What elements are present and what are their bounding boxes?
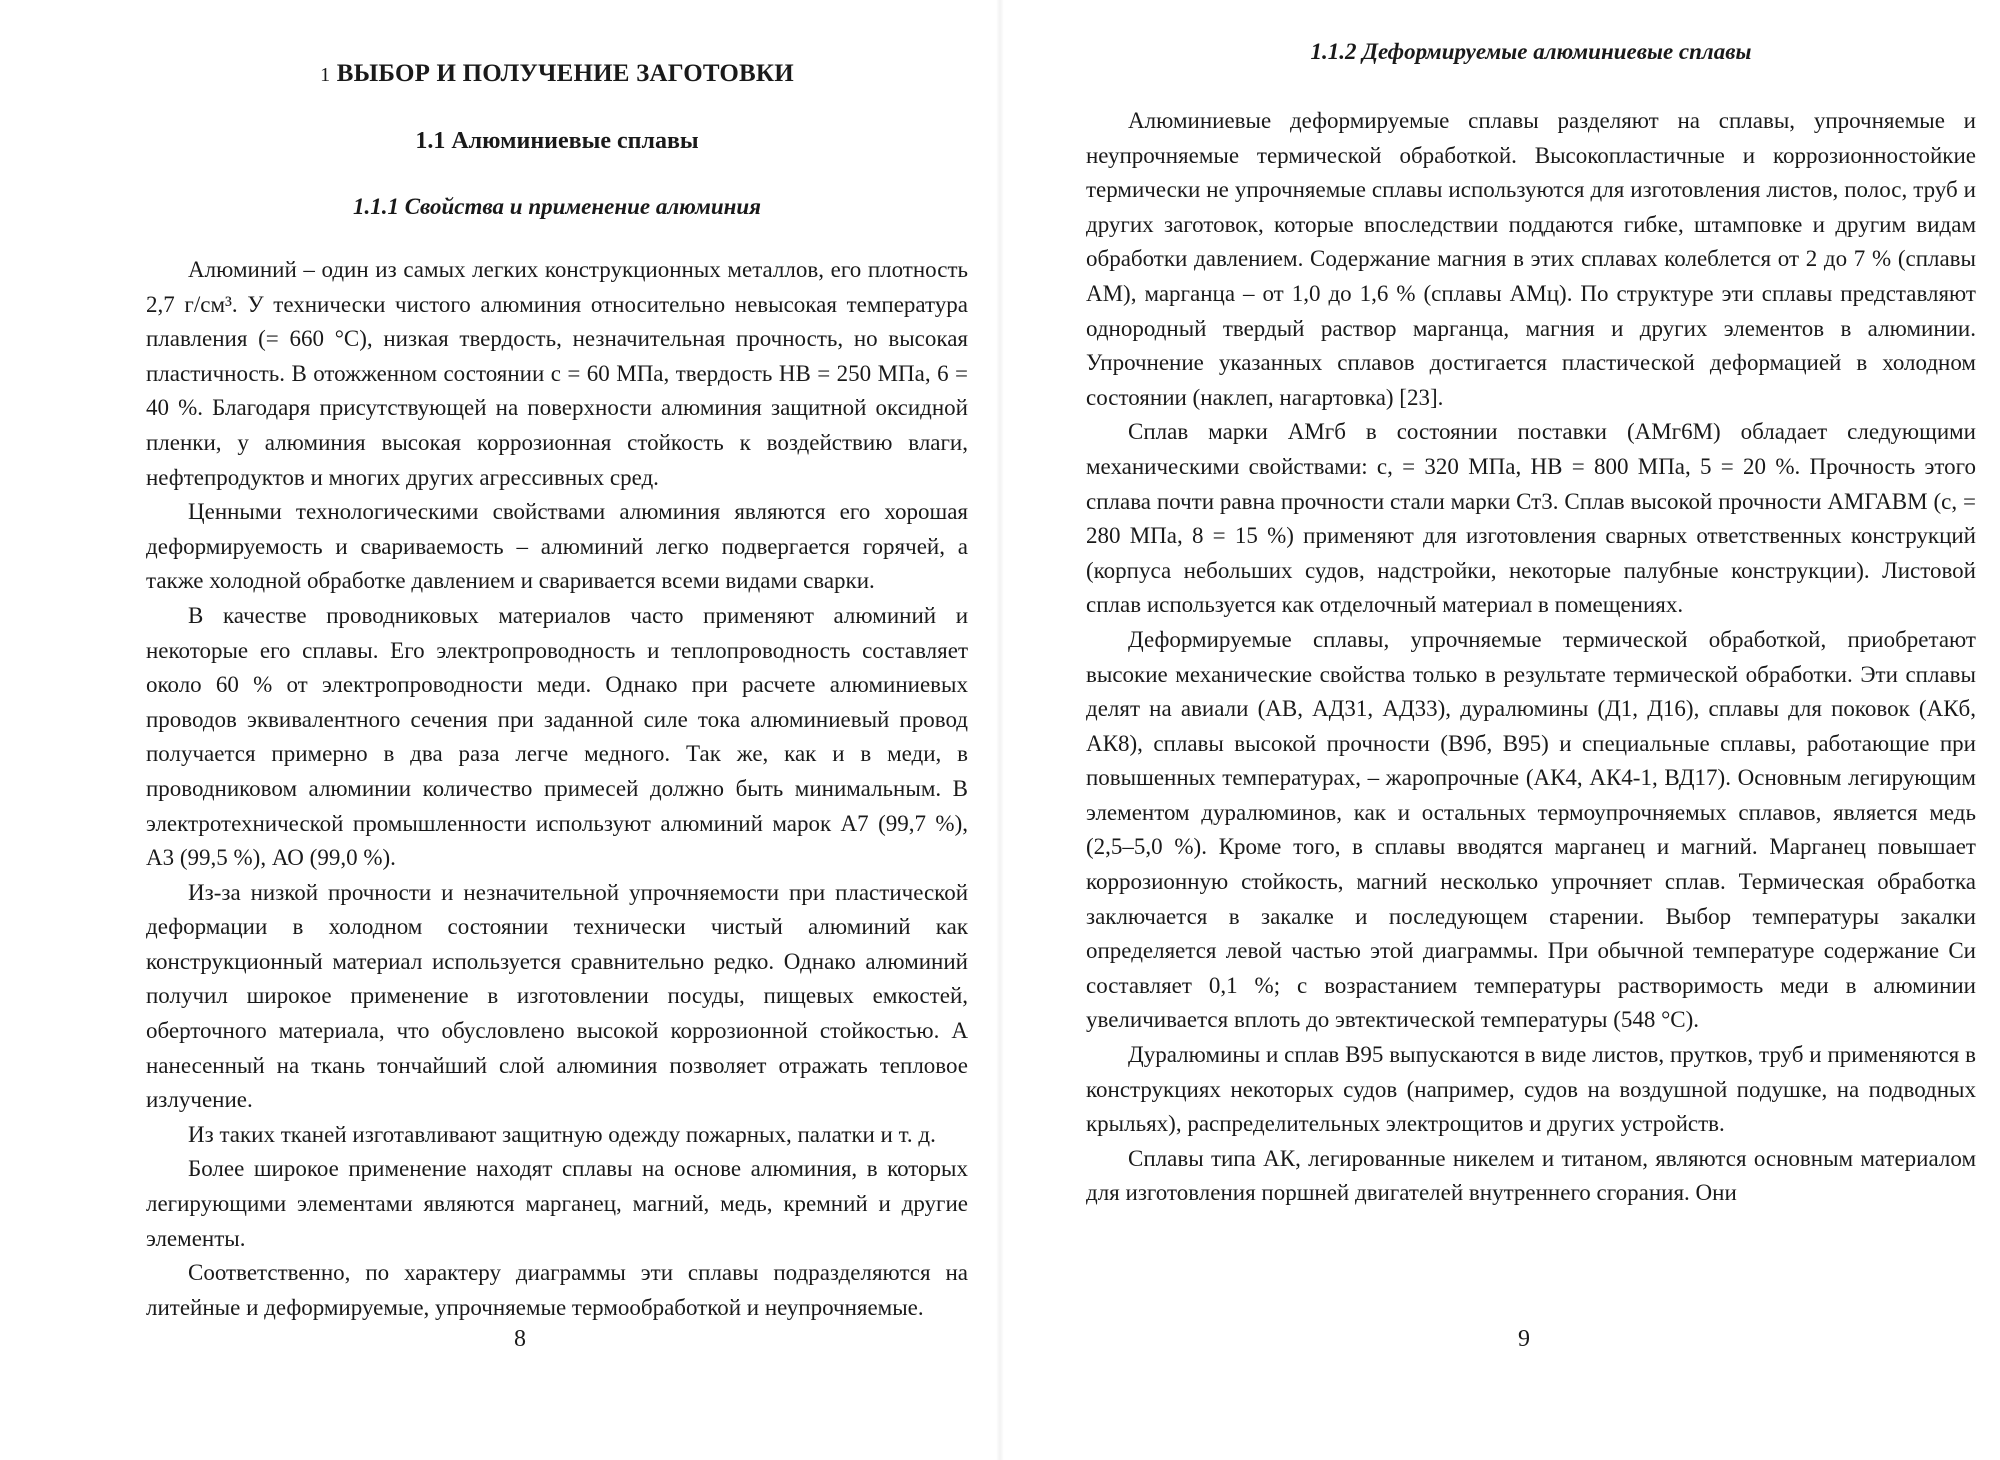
right-page (1000, 0, 2000, 1460)
left-page-body (146, 253, 968, 1325)
page-number-left: 8 (514, 1326, 526, 1352)
left-page-content (146, 0, 968, 1325)
paragraph: Сплав марки АМгб в состоянии поставки (АМг6М) обладает следующими механическими свойствами: с, = 320 МПа, НВ = 800 МПа, 5 = 20 %. Прочность этого сплава почти равна прочности стали марки Ст3. Сплав высокой прочности АМГАВМ (с, = 280 МПа, 8 = 15 %) применяют для изготовления сварных ответственных конструкций (корпуса небольших судов, надстройки, некоторые палубные конструкции). Листовой сплав используется как отделочный материал в помещениях. (1086, 419, 1976, 618)
subsection-title-left: 1.1.1 Свойства и применение алюминия (352, 194, 762, 219)
paragraph: Более широкое применение находят сплавы на основе алюминия, в которых легирующими элементами являются марганец, магний, медь, кремний и другие элементы. (146, 1156, 968, 1251)
right-page-body (1086, 104, 1976, 1211)
right-page-content (1086, 0, 1976, 1211)
chapter-title-text: ВЫБОР И ПОЛУЧЕНИЕ ЗАГОТОВКИ (336, 60, 794, 87)
chapter-title (146, 58, 968, 91)
paragraph: В качестве проводниковых материалов часто применяют алюминий и некоторые его сплавы. Его электропроводность и теплопроводность составляет около 60 % от электропроводности меди. Однако при расчете алюминиевых проводов эквивалентного сечения при заданной силе тока алюминиевый провод получается примерно в два раза легче медного. Так же, как и в меди, в проводниковом алюминии количество примесей должно быть минимальным. В электротехнической промышленности используют алюминий марок А7 (99,7 %), А3 (99,5 %), АО (99,0 %). (146, 602, 968, 871)
subsection-title-right: 1.1.2 Деформируемые алюминиевые сплавы (1310, 39, 1752, 64)
paragraph: Деформируемые сплавы, упрочняемые термической обработкой, приобретают высокие механические свойства только в результате термической обработки. Эти сплавы делят на авиали (АВ, АД31, АД33), дуралюмины (Д1, Д16), сплавы для поковок (АКб, АК8), сплавы высокой прочности (В9б, В95) и специальные сплавы, работающие при повышенных температурах, – жаропрочные (АК4, АК4-1, ВД17). Основным легирующим элементом дуралюминов, как и остальных термоупрочняемых сплавов, является медь (2,5–5,0 %). Кроме того, в сплавы вводятся марганец и магний. Марганец повышает коррозионную стойкость, магний несколько упрочняет сплав. Термическая обработка заключается в закалке и последующем старении. Выбор температуры закалки определяется левой частью этой диаграммы. При обычной температуре содержание Си составляет 0,1 %; с возрастанием температуры растворимость меди в алюминии увеличивается вплоть до эвтектической температуры (548 °С). (1086, 626, 1976, 1033)
paragraph: Алюминий – один из самых легких конструкционных металлов, его плотность 2,7 г/см³. У технически чистого алюминия относительно невысокая температура плавления (= 660 °С), низкая твердость, незначительная прочность, но высокая пластичность. В отожженном состоянии с = 60 МПа, твердость НВ = 250 МПа, 6 = 40 %. Благодаря присутствующей на поверхности алюминия защитной оксидной пленки, у алюминия высокая коррозионная стойкость к воздействию влаги, нефтепродуктов и многих других агрессивных сред. (146, 257, 968, 490)
paragraph: Сплавы типа АК, легированные никелем и титаном, являются основным материалом для изготовления поршней двигателей внутреннего сгорания. Они (1086, 1145, 1976, 1206)
paragraph: Дуралюмины и сплав В95 выпускаются в виде листов, прутков, труб и применяются в конструкциях некоторых судов (например, судов на воздушной подушке, на подводных крыльях), распределительных электрощитов и других устройств. (1086, 1042, 1976, 1137)
paragraph: Ценными технологическими свойствами алюминия являются его хорошая деформируемость и свариваемость – алюминий легко подвергается горячей, а также холодной обработке давлением и сваривается всеми видами сварки. (146, 499, 968, 594)
paragraph: Из-за низкой прочности и незначительной упрочняемости при пластической деформации в холодном состоянии технически чистый алюминий как конструкционный материал используется сравнительно редко. Однако алюминий получил широкое применение в изготовлении посуды, пищевых емкостей, оберточного материала, что обусловлено высокой коррозионной стойкостью. А нанесенный на ткань тончайший слой алюминия позволяет отражать тепловое излучение. (146, 879, 968, 1113)
section-title: 1.1 Алюминиевые сплавы (415, 128, 699, 154)
paragraph: Алюминиевые деформируемые сплавы разделяют на сплавы, упрочняемые и неупрочняемые термической обработкой. Высокопластичные и коррозионностойкие термически не упрочняемые сплавы используются для изготовления листов, полос, труб и других заготовок, которые впоследствии поддаются гибке, штамповке и другим видам обработки давлением. Содержание магния в этих сплавах колеблется от 2 до 7 % (сплавы АМ), марганца – от 1,0 до 1,6 % (сплавы АМц). По структуре эти сплавы представляют однородный твердый раствор марганца, магния и других элементов в алюминии. Упрочнение указанных сплавов достигается пластической деформацией в холодном состоянии (наклеп, нагартовка) [23]. (1086, 108, 1976, 410)
paragraph: Соответственно, по характеру диаграммы эти сплавы подразделяются на литейные и деформируемые, упрочняемые термообработкой и неупрочняемые. (146, 1260, 968, 1320)
paragraph: Из таких тканей изготавливают защитную одежду пожарных, палатки и т. д. (188, 1121, 936, 1147)
chapter-number: 1 (320, 64, 331, 86)
page-number-right: 9 (1518, 1326, 1530, 1352)
